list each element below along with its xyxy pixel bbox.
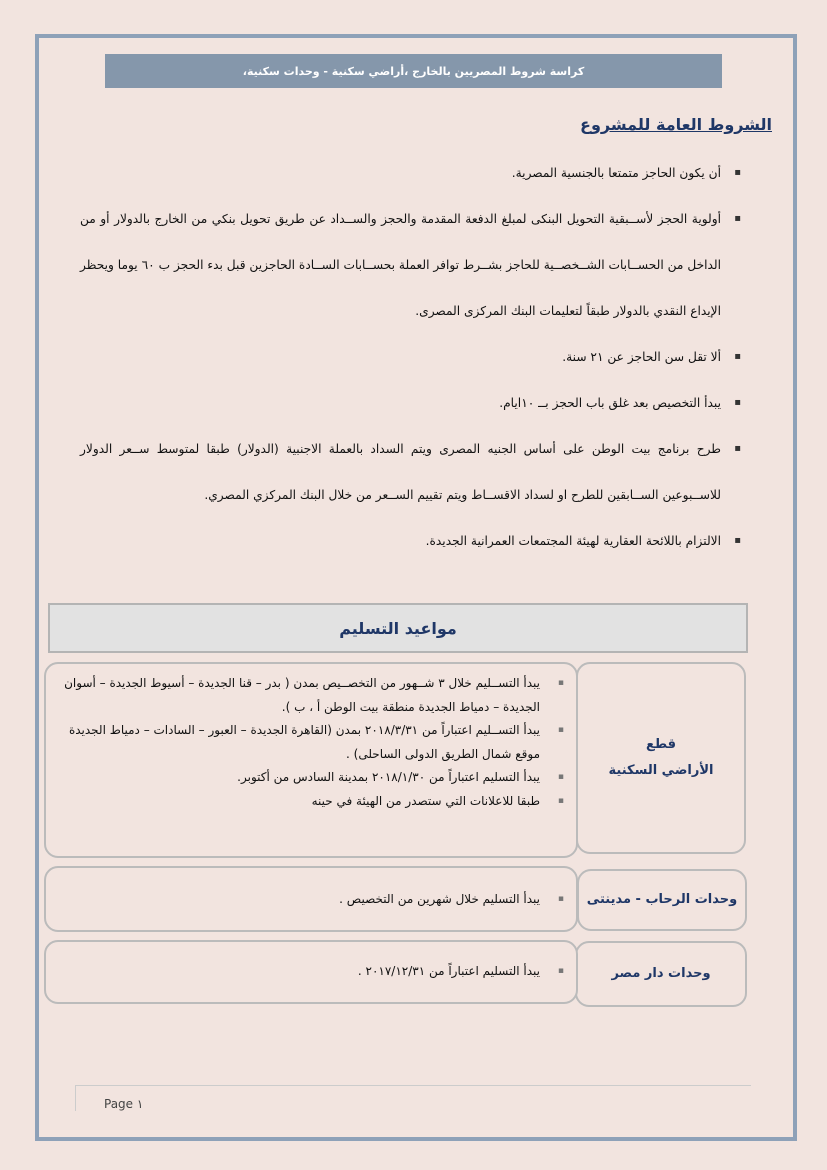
condition-item: ▪ الالتزام باللائحة العقارية لهيئة المجتمعات العمرانية الجديدة. <box>80 518 739 564</box>
delivery-content-dar-misr <box>44 940 578 1004</box>
condition-item: ▪ ألا تقل سن الحاجز عن ٢١ سنة. <box>80 334 739 380</box>
delivery-label-line2: الأراضي السكنية <box>608 763 714 778</box>
delivery-items-list <box>46 664 576 819</box>
delivery-items-list <box>46 942 576 990</box>
delivery-item: ▪ يبدأ التســليم خلال ٣ شــهور من التخصــيص بمدن ( بدر – قنا الجديدة – أسيوط الجديدة – أسوان الجديدة – دمياط الجديدة منطقة بيت الوطن أ ، ب ). <box>60 672 540 719</box>
footer-divider <box>75 1085 751 1086</box>
delivery-item: ▪ يبدأ التسليم اعتباراً من ٢٠١٨/١/٣٠ بمدينة السادس من أكتوبر. <box>60 766 540 790</box>
footer-divider-tick <box>75 1085 76 1111</box>
delivery-content-rehab-madinaty <box>44 866 578 932</box>
delivery-schedule-title <box>48 603 748 653</box>
condition-item: ▪ طرح برنامج بيت الوطن على أساس الجنيه المصرى ويتم السداد بالعملة الاجنبية (الدولار) طبقا لمتوسط ســعر الدولار للاســبوعين الســابقين للطرح او لسداد الاقســاط ويتم تقييم الســعر من خلال البنك المركزي المصري. <box>80 426 739 518</box>
page-number: Page ١ <box>104 1097 144 1111</box>
delivery-label-line1: وحدات دار مصر <box>611 966 711 981</box>
delivery-item: ▪ طبقا للاعلانات التي ستصدر من الهيئة في حينه <box>60 790 540 814</box>
general-conditions-list <box>80 150 739 564</box>
delivery-item: ▪ يبدأ التسليم اعتباراً من ٢٠١٧/١٢/٣١ . <box>60 960 540 984</box>
header-banner <box>105 54 722 88</box>
delivery-label-dar-misr <box>575 941 747 1007</box>
delivery-items-list <box>46 868 576 918</box>
condition-item: ▪ أولوية الحجز لأســبقية التحويل البنكى لمبلغ الدفعة المقدمة والحجز والســداد عن طريق تحويل بنكي من الخارج بالدولار أو من الداخل من الحســابات الشــخصــية للحاجز بشــرط توافر العملة بحســابات الســادة الحاجزين قبل بدء الحجز ب ٦٠ يوما ويحظر الإيداع النقدي بالدولار طبقاً لتعليمات البنك المركزى المصرى. <box>80 196 739 334</box>
delivery-label-line1: وحدات الرحاب - مدينتى <box>586 892 738 907</box>
delivery-item: ▪ يبدأ التســليم اعتباراً من ٢٠١٨/٣/٣١ بمدن (القاهرة الجديدة – العبور – السادات – دمياط الجديدة موقع شمال الطريق الدولى الساحلى) . <box>60 719 540 766</box>
general-conditions-title: الشروط العامة للمشروع <box>580 115 772 134</box>
delivery-label-residential-land <box>576 662 746 854</box>
delivery-label-rehab-madinaty <box>577 869 747 931</box>
header-banner-text: كراسة شروط المصريين بالخارج ،أراضي سكنية - وحدات سكنية، <box>242 64 585 78</box>
delivery-item: ▪ يبدأ التسليم خلال شهرين من التخصيص . <box>60 888 540 912</box>
delivery-label-line1: قطع <box>645 737 677 752</box>
delivery-content-residential-land <box>44 662 578 858</box>
condition-item: ▪ يبدأ التخصيص بعد غلق باب الحجز بــ ١٠ايام. <box>80 380 739 426</box>
condition-item: ▪ أن يكون الحاجز متمتعا بالجنسية المصرية. <box>80 150 739 196</box>
delivery-schedule-title-text: مواعيد التسليم <box>339 618 457 638</box>
